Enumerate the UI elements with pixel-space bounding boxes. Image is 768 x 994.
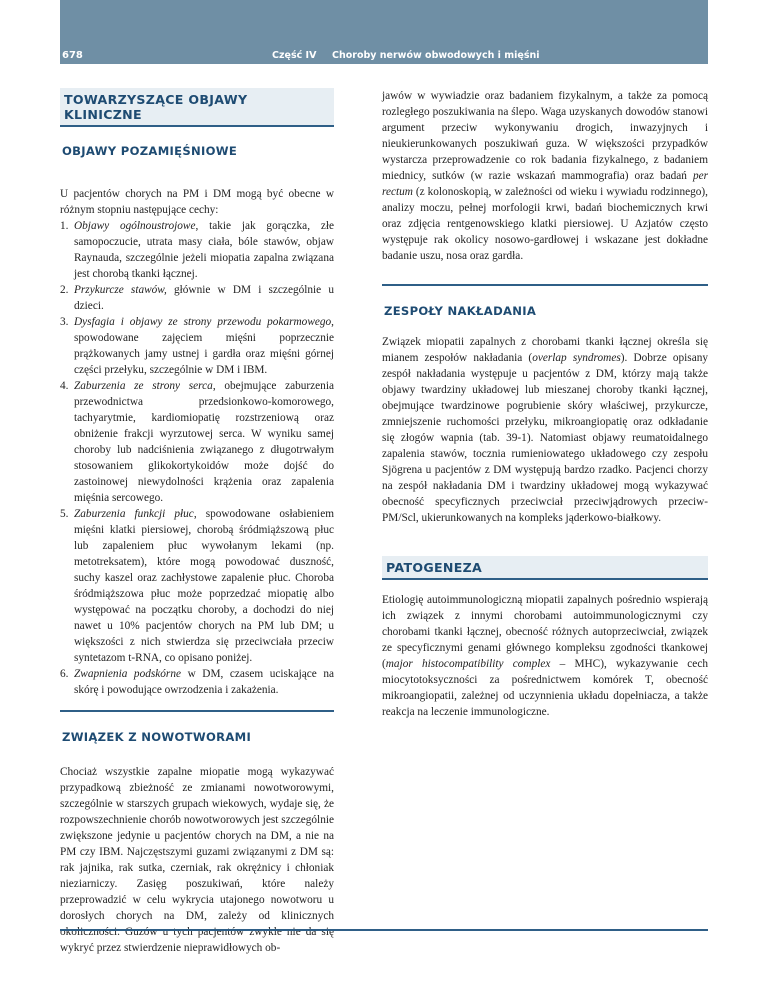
list-item: 5. Zaburzenia funkcji płuc, spowodowane osłabieniem mięśni klatki piersiowej, chorobą śródmiąższową płuc lub zapaleniem płuc wywołanym lekami (np. metotreksatem), które mogą powodować duszność, suchy kaszel oraz zachłystowe zapalenie płuc. Choroba śródmiąższowa płuc może poprzedzać miopatię albo występować na początku choroby, a dochodzi do niej nawet u 10% pacjentów chorych na PM lub DM; u większości z nich stwierdza się przeciwciała przeciw syntetazom t-RNA, co opisano poniżej.: [60, 508, 334, 664]
list-item: 3. Dysfagia i objawy ze strony przewodu pokarmowego, spowodowane zajęciem mięśni poprzecznie prążkowanych jamy ustnej i gardła oraz mięśni górnej części przełyku, szczególnie w DM i IBM.: [60, 316, 334, 376]
list-item: 6. Zwapnienia podskórne w DM, czasem uciskające na skórę i powodujące owrzodzenia i zakażenia.: [60, 668, 334, 696]
continued-paragraph: jawów w wywiadzie oraz badaniem fizykalnym, a także za pomocą rozległego poszukiwania na ślepo. Waga uzyskanych dowodów stanowi argument przeciw wykonywaniu drogich, inwazyjnych i nieukierunkowanych poszukiwań guza. W większości przypadków wystarcza przeprowadzenie co rok badania fizykalnego, z badaniem miednicy, sutków (w razie wskazań mammografia) oraz badań per rectum (z kolonoskopią, w zależności od wieku i wywiadu rodzinnego), analizy moczu, pełnej morfologii krwi, badań biochemicznych krwi oraz zdjęcia rentgenowskiego klatki piersiowej. U Azjatów często występuje rak okolicy nosowo-gardłowej i wskazane jest dokładne badanie uszu, nosa oraz gardła.: [382, 90, 708, 262]
list-item: 2. Przykurcze stawów, głównie w DM i szczególnie u dzieci.: [60, 284, 335, 312]
page-number: 678: [62, 50, 83, 61]
subheading-nowotwory: ZWIĄZEK Z NOWOTWORAMI: [62, 730, 252, 744]
section-heading-patogeneza: PATOGENEZA: [382, 556, 708, 580]
footer-rule: [60, 929, 708, 931]
cancer-paragraph: Chociaż wszystkie zapalne miopatie mogą wykazywać przypadkową zbieżność ze zmianami nowotworowymi, szczególnie w starszych grupach wiekowych, wydaje się, że rozpowszechnienie chorób nowotworowych jest szczególnie zwiększone jedynie u pacjentów chorych na DM, a nie na PM czy IBM. Najczęstszymi guzami związanymi z DM są: rak jajnika, rak sutka, czerniak, rak okrężnicy i chłoniak nieziarniczy. Zasięg poszukiwań, które należy przeprowadzić w celu wykrycia utajonego nowotworu u dorosłych chorych na DM, zależy od klinicznych okoliczności. Guzów u tych pacjentów zwykle nie da się wykryć przez stwierdzenie nieprawidłowych ob-: [60, 766, 334, 954]
intro-paragraph: U pacjentów chorych na PM i DM mogą być obecne w różnym stopniu następujące cechy:: [60, 188, 334, 216]
symptom-list: [60, 218, 334, 698]
header-chapter: Choroby nerwów obwodowych i mięśni: [332, 50, 540, 61]
overlap-paragraph: Związek miopatii zapalnych z chorobami tkanki łącznej określa się mianem zespołów nakładania (overlap syndromes). Dobrze opisany zespół nakładania występuje u pacjentów z DM, którzy mają także objawy twardziny układowej lub mieszanej choroby tkanki łącznej, obejmujące twardzinowe pogrubienie skóry właściwej, przykurcze, zmniejszenie ruchomości przełyku, mikroangiopatię oraz odkładanie się złogów wapnia (tab. 39-1). Natomiast objawy reumatoidalnego zapalenia stawów, tocznia rumieniowatego układowego czy zespołu Sjögrena u pacjentów z DM występują bardzo rzadko. Pacjenci chorzy na zespół nakładania DM i twardziny układowej mogą wykazywać obecność specyficznych przeciwciał przeciwjądrowych przeciw-PM/Scl, ukierunkowanych na kompleks jąderkowo-białkowy.: [382, 336, 709, 524]
section-heading-objawy: TOWARZYSZĄCE OBJAWY KLINICZNE: [60, 88, 334, 127]
right-column: [382, 88, 708, 720]
subheading-nakladania: ZESPOŁY NAKŁADANIA: [384, 304, 537, 318]
list-item: 1. Objawy ogólnoustrojowe, takie jak gorączka, złe samopoczucie, utrata masy ciała, bóle stawów, objaw Raynauda, szczególnie jeżeli miopatia zapalna związana jest chorobą tkanki łącznej.: [60, 220, 334, 280]
pathogenesis-paragraph: Etiologię autoimmunologiczną miopatii zapalnych pośrednio wspierają ich związek z innymi chorobami autoimmunologicznymi czy chorobami tkanki łącznej, obecność różnych autoprzeciwciał, związek ze specyficznymi genami głównego kompleksu zgodności tkankowej (major histocompatibility complex – MHC), wykazywanie cech miocytotoksyczności za pośrednictwem komórek T, obecność mikroangiopatii, zależnej od uczynnienia układu dopełniacza, a także reakcja na leczenie immunologiczne.: [382, 594, 708, 718]
running-header: [60, 48, 708, 65]
header-part: Część IV: [272, 50, 317, 61]
left-column: [60, 88, 334, 956]
list-item: 4. Zaburzenia ze strony serca, obejmujące zaburzenia przewodnictwa przedsionkowo-komorowego, tachyarytmie, kardiomiopatię rozstrzeniową oraz obniżenie frakcji wyrzutowej serca. W wyniku samej choroby lub nadciśnienia związanego z długotrwałym stosowaniem glikokortykoidów może dojść do zastoinowej niewydolności krążenia oraz zapalenia mięśnia sercowego.: [60, 380, 334, 504]
subheading-pozamiesniowe: OBJAWY POZAMIĘŚNIOWE: [62, 144, 238, 158]
